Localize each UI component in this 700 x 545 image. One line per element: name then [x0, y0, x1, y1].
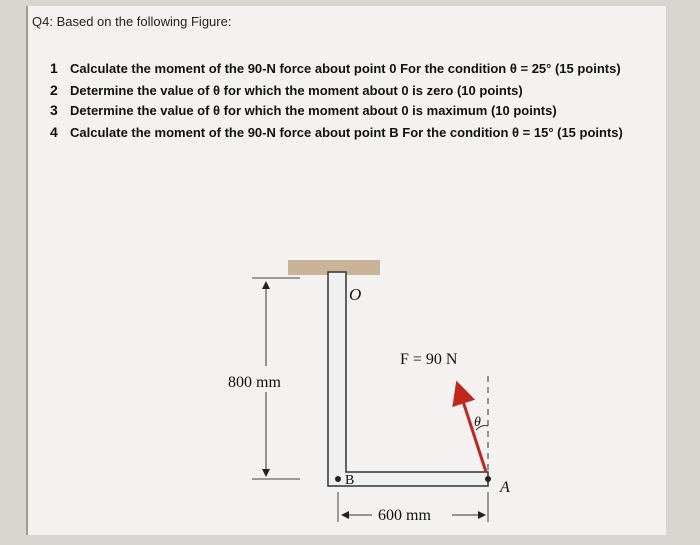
- question-text: Calculate the moment of the 90-N force about point 0 For the condition θ = 25° (15 points): [70, 61, 621, 76]
- question-number: 1: [50, 60, 58, 76]
- point-b-marker: [335, 476, 341, 482]
- question-title: Q4: Based on the following Figure:: [32, 14, 232, 29]
- height-dim-label: 800 mm: [228, 374, 281, 391]
- point-o-label: O: [349, 285, 362, 304]
- point-a-label: A: [500, 479, 510, 496]
- question-number: 2: [50, 82, 58, 98]
- angle-label: θ: [474, 415, 481, 430]
- force-label: F = 90 N: [400, 351, 458, 368]
- force-arrow: [460, 392, 486, 472]
- question-text: Determine the value of θ for which the moment about 0 is zero (10 points): [70, 83, 523, 98]
- question-text: Calculate the moment of the 90-N force about point B For the condition θ = 15° (15 points): [70, 125, 623, 140]
- question-number: 4: [50, 124, 58, 140]
- point-b-label: B: [345, 473, 355, 488]
- point-a-marker: [485, 476, 491, 482]
- question-number: 3: [50, 102, 58, 118]
- question-text: Determine the value of θ for which the moment about 0 is maximum (10 points): [70, 103, 557, 118]
- width-dim-label: 600 mm: [378, 507, 431, 524]
- l-bracket: [328, 272, 488, 486]
